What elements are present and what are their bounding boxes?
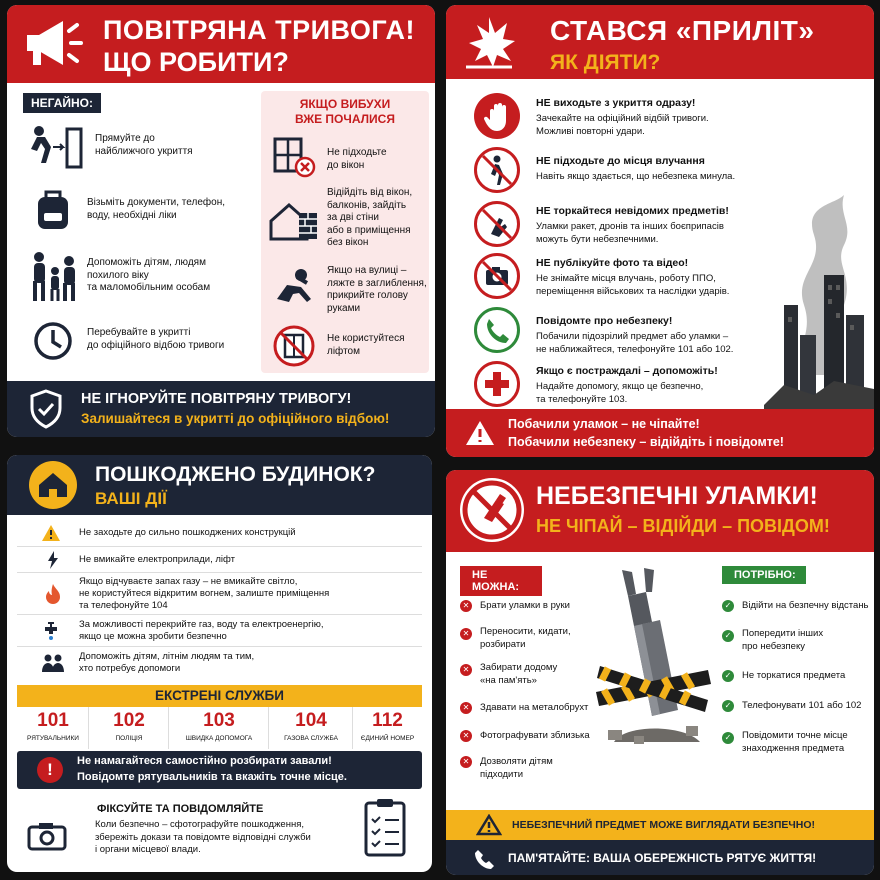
lying-person-icon <box>271 267 317 307</box>
camera-icon <box>27 821 67 851</box>
fix-text: Коли безпечно – сфотографуйте пошкодження, збережіть докази та повідомте відповідні служби і органи місцевої влади. <box>95 819 311 855</box>
x-icon: ✕ <box>460 702 472 714</box>
house-icon <box>29 461 77 509</box>
unexploded-bomb-image <box>594 566 714 756</box>
check-icon: ✓ <box>722 732 734 744</box>
step-shelter-text: Прямуйте до найближчого укриття <box>95 133 193 157</box>
x-icon: ✕ <box>460 628 472 640</box>
footer-stay: Залишайтеся в укритті до офіційного відбою! <box>81 411 390 426</box>
strike-item-5-heading: Повідомте про небезпеку! <box>536 315 673 327</box>
strike-item-3-heading: НЕ торкайтеся невідомих предметів! <box>536 205 729 217</box>
backpack-icon <box>35 187 71 231</box>
page-title: ПОВІТРЯНА ТРИВОГА! <box>103 15 415 45</box>
faucet-icon <box>43 621 65 641</box>
family-icon <box>29 251 77 303</box>
list-item: Не вмикайте електроприлади, ліфт <box>17 547 422 573</box>
damaged-house-panel <box>7 455 432 872</box>
side-elevator-text: Не користуйтеся ліфтом <box>327 333 405 357</box>
step-documents-text: Візьміть документи, телефон, воду, необхідні ліки <box>87 197 225 221</box>
step-wait-text: Перебувайте в укритті до офіційного відбою тривоги <box>87 327 225 351</box>
page-subtitle: ЯК ДІЯТИ? <box>550 51 661 74</box>
service-item: 102 ПОЛІЦІЯ <box>89 707 169 749</box>
strike-item-6-text: Надайте допомогу, якщо це безпечно, та телефонуйте 103. <box>536 381 704 405</box>
stop-hand-icon <box>474 93 520 139</box>
no-bomb-icon <box>460 478 524 542</box>
strike-item-2-text: Навіть якщо здається, що небезпека минула. <box>536 171 736 182</box>
debris-header <box>446 470 874 552</box>
side-walls-text: Відійдіть від вікон, балконів, зайдіть за дві стіни або в приміщення без вікон <box>327 187 413 248</box>
no-label: НЕ МОЖНА: <box>460 566 542 596</box>
services-row <box>17 707 422 749</box>
house-header <box>7 455 432 515</box>
page-subtitle: ВАШІ ДІЇ <box>95 489 167 508</box>
no-camera-icon <box>474 253 520 299</box>
clock-icon <box>33 321 73 361</box>
x-icon: ✕ <box>460 600 472 612</box>
window-icon <box>271 137 317 179</box>
fire-icon <box>45 583 61 605</box>
lightning-icon <box>47 551 59 569</box>
check-icon: ✓ <box>722 600 734 612</box>
strike-panel <box>446 5 874 457</box>
strike-item-2-heading: НЕ підходьте до місця влучання <box>536 155 705 167</box>
service-item: 112 ЄДИНИЙ НОМЕР <box>360 710 415 742</box>
service-item: 101 РЯТУВАЛЬНИКИ <box>17 707 89 749</box>
page-title: ПОШКОДЖЕНО БУДИНОК? <box>95 463 376 486</box>
explosions-title: ЯКЩО ВИБУХИ ВЖЕ ПОЧАЛИСЯ <box>295 97 395 126</box>
debris-warning: НЕБЕЗПЕЧНИЙ ПРЕДМЕТ МОЖЕ ВИГЛЯДАТИ БЕЗПЕЧНО! <box>446 810 874 840</box>
people-icon <box>41 653 65 673</box>
air-raid-panel <box>7 5 435 437</box>
two-walls-icon <box>269 199 319 241</box>
urgent-badge: НЕГАЙНО: <box>23 93 101 113</box>
no-touch-icon <box>474 201 520 247</box>
list-item: За можливості перекрийте газ, воду та електроенергію, якщо це можна зробити безпечно <box>17 615 422 647</box>
strike-item-4-text: Не знімайте місця влучань, роботу ППО, переміщення військових та наслідки ударів. <box>536 273 730 297</box>
phone-icon <box>474 848 496 870</box>
rubble-warning: ! Не намагайтеся самостійно розбирати завали! Повідомте рятувальників та вкажіть точне місце. <box>17 751 422 789</box>
warning-icon <box>41 524 61 542</box>
list-item: Допоможіть дітям, літнім людям та тим, хто потребує допомоги <box>17 647 422 679</box>
exclamation-icon: ! <box>37 757 63 783</box>
warning-triangle-icon <box>464 419 496 447</box>
strike-item-1-text: Зачекайте на офіційний відбій тривоги. Можливі повторні удари. <box>536 113 709 137</box>
page-subtitle: НЕ ЧІПАЙ – ВІДІЙДИ – ПОВІДОМ! <box>536 516 830 536</box>
check-icon: ✓ <box>722 670 734 682</box>
checklist-icon <box>363 797 407 857</box>
footer-line-1: Побачили уламок – не чіпайте! <box>508 417 700 431</box>
side-lie-down-text: Якщо на вулиці – ляжте в заглиблення, прикрийте голову руками <box>327 265 427 314</box>
fix-title: ФІКСУЙТЕ ТА ПОВІДОМЛЯЙТЕ <box>97 803 264 815</box>
page-title: НЕБЕЗПЕЧНІ УЛАМКИ! <box>536 482 818 510</box>
first-aid-icon <box>474 361 520 407</box>
x-icon: ✕ <box>460 664 472 676</box>
air-raid-header <box>7 5 435 83</box>
strike-item-3-text: Уламки ракет, дронів та інших боєприпасів можуть бути небезпечними. <box>536 221 724 245</box>
strike-item-6-heading: Якщо є постраждалі – допоможіть! <box>536 365 718 377</box>
ruined-city-image <box>764 195 874 415</box>
no-elevator-icon <box>273 325 315 367</box>
service-item: 104 ГАЗОВА СЛУЖБА <box>269 707 353 749</box>
yes-label: ПОТРІБНО: <box>722 566 806 584</box>
footer-warning: НЕ ІГНОРУЙТЕ ПОВІТРЯНУ ТРИВОГУ! <box>81 391 352 407</box>
strike-footer <box>446 409 874 457</box>
shield-check-icon <box>29 389 63 429</box>
service-item: 103 ШВИДКА ДОПОМОГА <box>169 707 269 749</box>
footer-line-2: Побачили небезпеку – відійдіть і повідомте! <box>508 435 784 449</box>
warning-triangle-icon <box>476 814 502 836</box>
air-raid-footer <box>7 381 435 437</box>
list-item: Не заходьте до сильно пошкоджених конструкцій <box>17 519 422 547</box>
debris-footer: ПАМ'ЯТАЙТЕ: ВАША ОБЕРЕЖНІСТЬ РЯТУЄ ЖИТТЯ! <box>446 840 874 875</box>
x-icon: ✕ <box>460 730 472 742</box>
debris-panel: НЕБЕЗПЕЧНІ УЛАМКИ! НЕ ЧІПАЙ – ВІДІЙДИ – ПОВІДОМ! НЕ МОЖНА: ПОТРІБНО: ✕ Брати уламки в руки ✕ Переносити, кидати, розбирати ✕ Забирати додому «на пам'ять» ✕ Здавати на металобрухт ✕ Фотографувати зблизька ✕ Дозволяти дітям підходити ✓ Відійти на безпечну відстань ✓ Попередити інших про небезпеку ✓ Не торкатися предмета ✓ Телефонувати 101 або 102 ✓ Повідомити точне місце знаходження предмета НЕБЕЗПЕЧНИЙ ПРЕДМЕТ МОЖЕ ВИГЛЯДАТИ БЕЗПЕЧНО! ПАМ'ЯТАЙТЕ: ВАША ОБЕРЕЖНІСТЬ РЯТУЄ ЖИТТЯ! <box>446 470 874 875</box>
no-approach-icon <box>474 147 520 193</box>
page-title: СТАВСЯ «ПРИЛІТ» <box>550 15 815 46</box>
x-icon: ✕ <box>460 756 472 768</box>
strike-header <box>446 5 874 79</box>
explosions-box <box>261 91 429 373</box>
running-to-door-icon <box>27 125 83 169</box>
check-icon: ✓ <box>722 700 734 712</box>
check-icon: ✓ <box>722 630 734 642</box>
strike-item-1-heading: НЕ виходьте з укриття одразу! <box>536 97 696 109</box>
megaphone-icon <box>21 17 83 69</box>
side-windows-text: Не підходьте до вікон <box>327 147 387 171</box>
strike-item-5-text: Побачили підозрілий предмет або уламки – не наближайтеся, телефонуйте 101 або 102. <box>536 331 734 355</box>
strike-item-4-heading: НЕ публікуйте фото та відео! <box>536 257 689 269</box>
list-item: Якщо відчуваєте запах газу – не вмикайте світло, не користуйтеся відкритим вогнем, залиште приміщення та телефонуйте 104 <box>17 573 422 615</box>
phone-icon <box>474 307 520 353</box>
explosion-icon <box>462 13 516 69</box>
services-title: ЕКСТРЕНІ СЛУЖБИ <box>17 685 422 707</box>
step-help-text: Допоможіть дітям, людям похилого віку та маломобільним особам <box>87 257 211 293</box>
page-subtitle: ЩО РОБИТИ? <box>103 47 289 77</box>
